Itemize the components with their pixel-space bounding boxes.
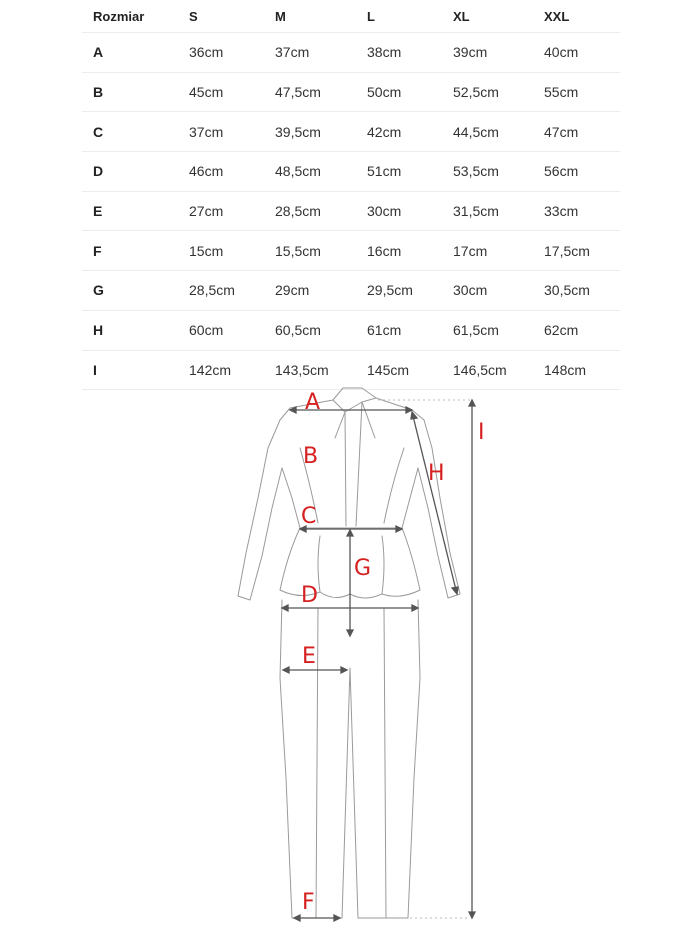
measurement-value: 39,5cm [275, 123, 321, 140]
measurement-value: 47cm [544, 123, 579, 140]
measurement-value: 45cm [189, 84, 224, 101]
measurement-value: 15,5cm [275, 242, 321, 259]
measurement-value: 55cm [544, 84, 579, 101]
measurement-value: 27cm [189, 203, 224, 220]
measurement-label: C [93, 123, 104, 140]
header-size: Rozmiar [93, 8, 145, 24]
measurement-value: 17cm [453, 242, 488, 259]
measurement-value: 60cm [189, 322, 224, 339]
measurement-value: 29,5cm [367, 282, 413, 299]
measurement-value: 17,5cm [544, 242, 590, 259]
label-h: H [428, 461, 445, 486]
measurement-value: 28,5cm [275, 203, 321, 220]
header-l: L [367, 8, 375, 24]
header-xxl: XXL [544, 8, 570, 24]
header-s: S [189, 8, 198, 24]
label-e: E [302, 644, 316, 669]
table-row [82, 231, 620, 271]
measurement-value: 143,5cm [275, 361, 329, 378]
measurement-label: B [93, 84, 104, 101]
measurement-value: 29cm [275, 282, 310, 299]
measurement-value: 56cm [544, 163, 579, 180]
measurement-value: 48,5cm [275, 163, 321, 180]
measurement-value: 50cm [367, 84, 402, 101]
measurement-value: 15cm [189, 242, 224, 259]
measurement-value: 61,5cm [453, 322, 499, 339]
measurement-value: 37cm [275, 44, 310, 61]
garment-diagram [0, 378, 700, 933]
jumpsuit-outline [0, 378, 700, 933]
measurement-label: D [93, 163, 104, 180]
label-g: G [354, 556, 372, 581]
measurement-value: 145cm [367, 361, 410, 378]
measurement-value: 30cm [367, 203, 402, 220]
header-xl: XL [453, 8, 470, 24]
measurement-label: H [93, 322, 104, 339]
measurement-value: 38cm [367, 44, 402, 61]
measurement-value: 31,5cm [453, 203, 499, 220]
table-row [82, 271, 620, 311]
label-f: F [302, 890, 315, 915]
table-header [82, 0, 620, 33]
label-a: A [305, 390, 321, 415]
measurement-value: 60,5cm [275, 322, 321, 339]
measurement-value: 42cm [367, 123, 402, 140]
label-c: C [301, 504, 317, 529]
label-d: D [301, 583, 318, 608]
measurement-label: F [93, 242, 102, 259]
header-m: M [275, 8, 286, 24]
measurement-value: 28,5cm [189, 282, 235, 299]
measurement-label: I [93, 361, 97, 378]
size-table [82, 0, 620, 390]
table-row [82, 311, 620, 351]
measurement-value: 53,5cm [453, 163, 499, 180]
measurement-value: 52,5cm [453, 84, 499, 101]
measurement-value: 47,5cm [275, 84, 321, 101]
measurement-value: 62cm [544, 322, 579, 339]
table-row [82, 112, 620, 152]
measurement-value: 40cm [544, 44, 579, 61]
label-i: I [478, 420, 485, 445]
table-row [82, 33, 620, 73]
label-b: B [303, 444, 319, 469]
measurement-value: 30,5cm [544, 282, 590, 299]
measurement-value: 51cm [367, 163, 402, 180]
measurement-value: 46cm [189, 163, 224, 180]
measurement-value: 142cm [189, 361, 232, 378]
measurement-label: G [93, 282, 104, 299]
table-row [82, 192, 620, 232]
measurement-value: 44,5cm [453, 123, 499, 140]
measurement-value: 61cm [367, 322, 402, 339]
measurement-value: 146,5cm [453, 361, 507, 378]
measurement-value: 36cm [189, 44, 224, 61]
table-row [82, 73, 620, 113]
measurement-value: 148cm [544, 361, 587, 378]
table-body [82, 33, 620, 390]
measurement-value: 33cm [544, 203, 579, 220]
measurement-value: 37cm [189, 123, 224, 140]
measurement-value: 30cm [453, 282, 488, 299]
measurement-label: A [93, 44, 104, 61]
measurement-value: 39cm [453, 44, 488, 61]
measurement-value: 16cm [367, 242, 402, 259]
measurement-label: E [93, 203, 103, 220]
table-row [82, 152, 620, 192]
